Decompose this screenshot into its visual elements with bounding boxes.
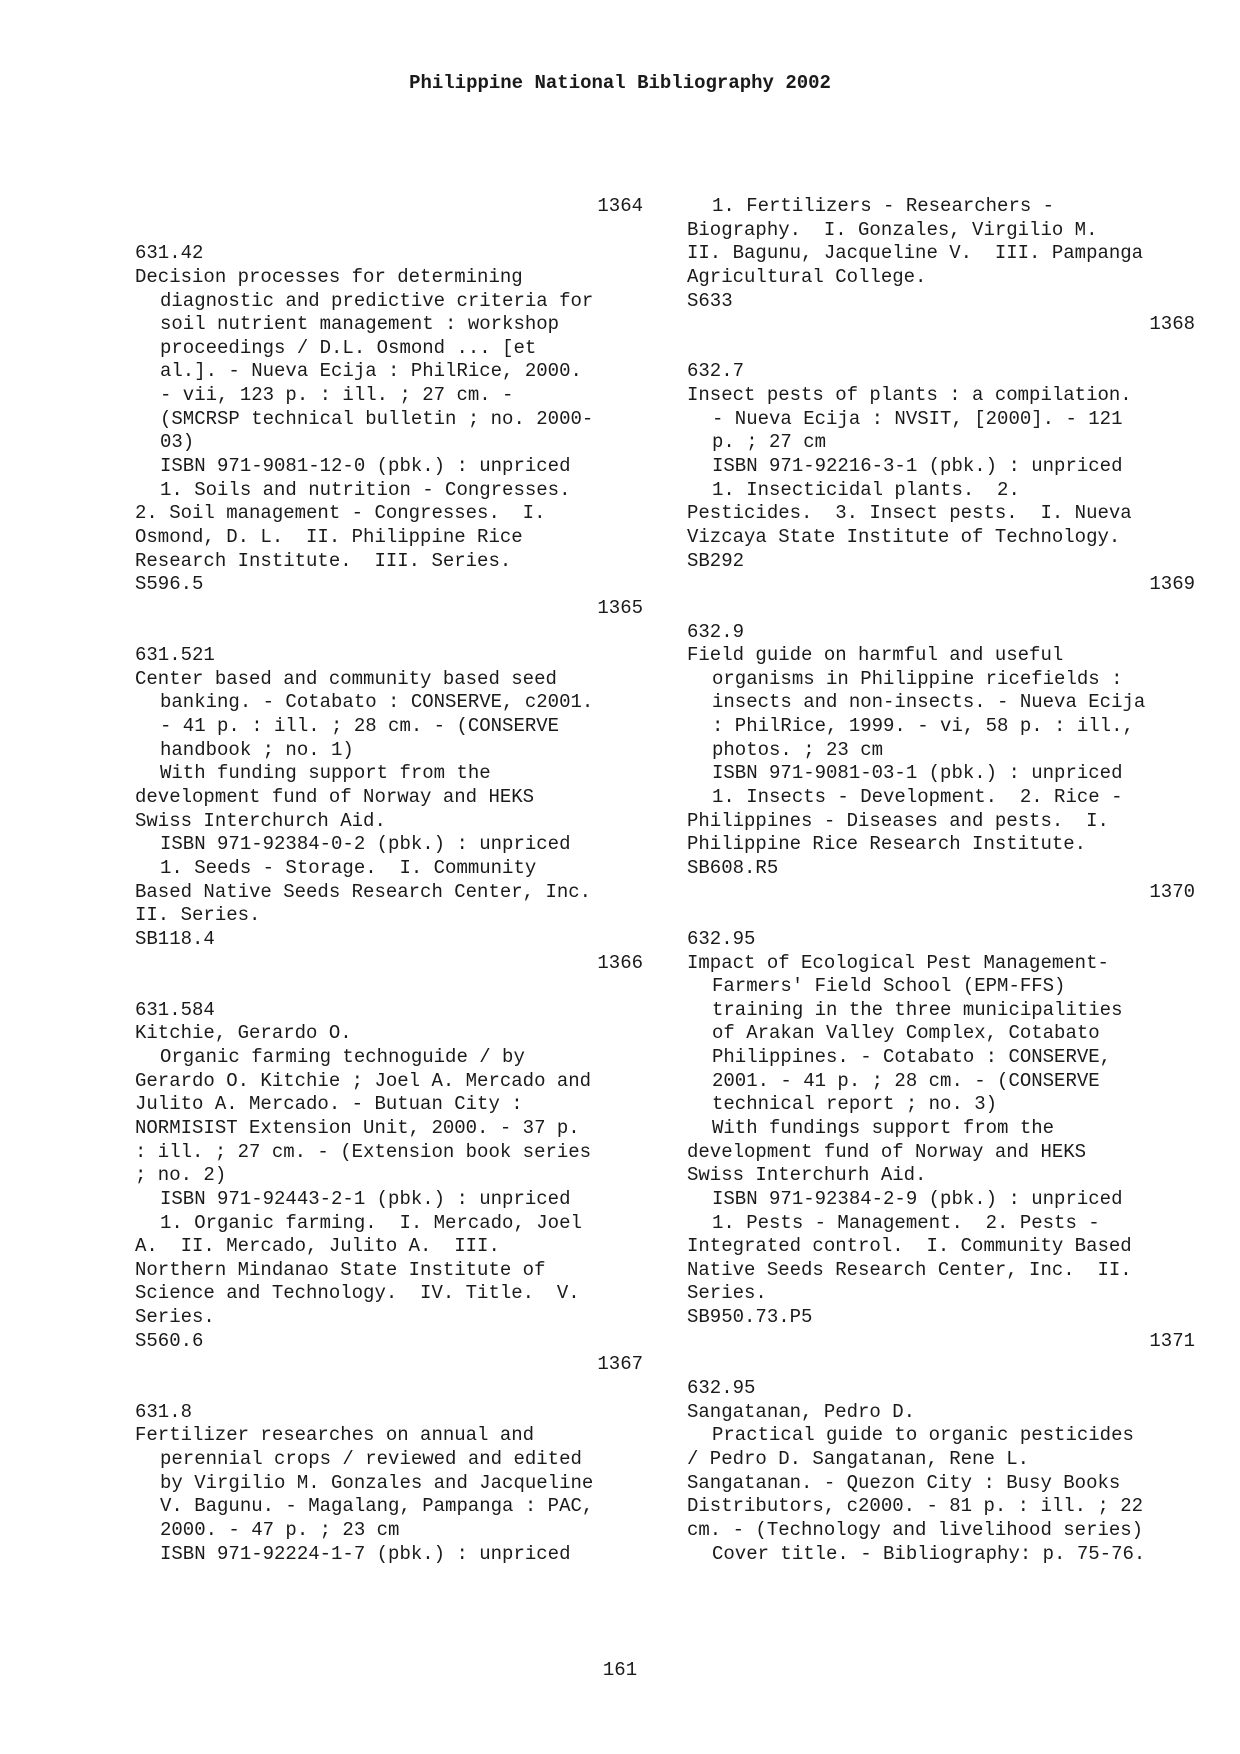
entry-text-line: : PhilRice, 1999. - vi, 58 p. : ill., (712, 715, 1134, 738)
left-column (135, 195, 643, 1566)
entry-text-line: Science and Technology. IV. Title. V. (135, 1282, 580, 1305)
entry-text-line: With funding support from the (160, 762, 491, 785)
entry-text-line: 1. Seeds - Storage. I. Community (160, 856, 537, 879)
entry-text-line: - 41 p. : ill. ; 28 cm. - (CONSERVE (160, 715, 560, 738)
entry-text-line: S596.5 (135, 573, 204, 596)
entry-text-line: : ill. ; 27 cm. - (Extension book series (135, 1140, 592, 1163)
entry-text-line: 631.584 (135, 998, 215, 1021)
entry-text-line: 631.8 (135, 1400, 193, 1423)
entry-text-line: 1. Insecticidal plants. 2. (712, 478, 1020, 501)
entry-text-line: 632.95 (687, 1377, 756, 1400)
entry-text-line: - vii, 123 p. : ill. ; 27 cm. - (160, 384, 514, 407)
entry-text-line: al.]. - Nueva Ecija : PhilRice, 2000. (160, 360, 582, 383)
blank-line (135, 621, 643, 645)
entry-text-line: Organic farming technoguide / by (160, 1046, 525, 1069)
entry-text-line: 632.95 (687, 927, 756, 950)
entry-text-line: Distributors, c2000. - 81 p. : ill. ; 22 (687, 1495, 1144, 1518)
entry-text-line: ISBN 971-9081-03-1 (pbk.) : unpriced (712, 762, 1123, 785)
entry-text-line: Northern Mindanao State Institute of (135, 1258, 546, 1281)
entry-text-line: photos. ; 23 cm (712, 738, 884, 761)
entry-text-line: ISBN 971-92384-0-2 (pbk.) : unpriced (160, 833, 571, 856)
entry-text-line: (SMCRSP technical bulletin ; no. 2000- (160, 407, 594, 430)
entry-text-line: SB118.4 (135, 927, 215, 950)
entry-text-line: Cover title. - Bibliography: p. 75-76. (712, 1542, 1146, 1565)
entry-text-line: Philippines. - Cotabato : CONSERVE, (712, 1046, 1112, 1069)
blank-line (135, 219, 643, 243)
entry-text-line: II. Series. (135, 904, 261, 927)
entry-text-line: 2. Soil management - Congresses. I. (135, 502, 546, 525)
entry-text-line: Research Institute. III. Series. (135, 549, 512, 572)
entry-text-line: Fertilizer researches on annual and (135, 1424, 535, 1447)
entry-text-line: SB950.73.P5 (687, 1306, 813, 1329)
entry-text-line: Field guide on harmful and useful (687, 644, 1064, 667)
entry-text-line: diagnostic and predictive criteria for (160, 289, 594, 312)
entry-text-line: ISBN 971-9081-12-0 (pbk.) : unpriced (160, 455, 571, 478)
entry-text-line: - Nueva Ecija : NVSIT, [2000]. - 121 (712, 407, 1123, 430)
entry-text-line: / Pedro D. Sangatanan, Rene L. (687, 1447, 1030, 1470)
entry-number: 1366 (597, 951, 643, 974)
page-header: Philippine National Bibliography 2002 (409, 72, 831, 94)
entry-text-line: ISBN 971-92224-1-7 (pbk.) : unpriced (160, 1542, 571, 1565)
blank-line (135, 975, 643, 999)
entry-text-line: 631.521 (135, 644, 215, 667)
right-column (687, 195, 1195, 1566)
entry-text-line: handbook ; no. 1) (160, 738, 354, 761)
entry-text-line: With fundings support from the (712, 1116, 1055, 1139)
entry-text-line: insects and non-insects. - Nueva Ecija (712, 691, 1146, 714)
entry-text-line: of Arakan Valley Complex, Cotabato (712, 1022, 1100, 1045)
entry-text-line: S633 (687, 289, 733, 312)
blank-line (687, 337, 1195, 361)
entry-text-line: development fund of Norway and HEKS (135, 786, 535, 809)
entry-text-line: 632.7 (687, 360, 745, 383)
entry-text-line: 631.42 (135, 242, 204, 265)
entry-text-line: Agricultural College. (687, 265, 927, 288)
entry-text-line: training in the three municipalities (712, 998, 1123, 1021)
entry-text-line: proceedings / D.L. Osmond ... [et (160, 336, 537, 359)
blank-line (687, 1353, 1195, 1377)
blank-line (687, 904, 1195, 928)
entry-text-line: Impact of Ecological Pest Management- (687, 951, 1109, 974)
entry-text-line: Sangatanan. - Quezon City : Busy Books (687, 1471, 1121, 1494)
entry-text-line: Insect pests of plants : a compilation. (687, 384, 1132, 407)
entry-text-line: S560.6 (135, 1329, 204, 1352)
entry-text-line: Integrated control. I. Community Based (687, 1235, 1132, 1258)
entry-text-line: Julito A. Mercado. - Butuan City : (135, 1093, 523, 1116)
entry-text-line: Swiss Interchurch Aid. (135, 809, 386, 832)
entry-text-line: Practical guide to organic pesticides (712, 1424, 1134, 1447)
entry-text-line: organisms in Philippine ricefields : (712, 667, 1123, 690)
entry-text-line: Kitchie, Gerardo O. (135, 1022, 352, 1045)
entry-text-line: Swiss Interchurh Aid. (687, 1164, 927, 1187)
entry-text-line: 632.9 (687, 620, 745, 643)
entry-text-line: II. Bagunu, Jacqueline V. III. Pampanga (687, 242, 1144, 265)
entry-text-line: development fund of Norway and HEKS (687, 1140, 1087, 1163)
entry-text-line: Based Native Seeds Research Center, Inc. (135, 880, 592, 903)
entry-text-line: Center based and community based seed (135, 667, 557, 690)
entry-text-line: soil nutrient management : workshop (160, 313, 560, 336)
entry-text-line: Series. (135, 1306, 215, 1329)
entry-text-line: Decision processes for determining (135, 265, 523, 288)
page-number: 161 (602, 1659, 638, 1681)
entry-text-line: technical report ; no. 3) (712, 1093, 998, 1116)
entry-text-line: banking. - Cotabato : CONSERVE, c2001. (160, 691, 594, 714)
entry-text-line: Pesticides. 3. Insect pests. I. Nueva (687, 502, 1132, 525)
entry-text-line: ISBN 971-92443-2-1 (pbk.) : unpriced (160, 1187, 571, 1210)
entry-text-line: by Virgilio M. Gonzales and Jacqueline (160, 1471, 594, 1494)
entry-text-line: NORMISIST Extension Unit, 2000. - 37 p. (135, 1116, 580, 1139)
entry-text-line: 1. Pests - Management. 2. Pests - (712, 1211, 1100, 1234)
entry-text-line: 1. Fertilizers - Researchers - (712, 195, 1055, 217)
entry-text-line: SB292 (687, 549, 745, 572)
entry-text-line: Series. (687, 1282, 767, 1305)
entry-text-line: ISBN 971-92216-3-1 (pbk.) : unpriced (712, 455, 1123, 478)
entry-text-line: Native Seeds Research Center, Inc. II. (687, 1258, 1132, 1281)
entry-text-line: p. ; 27 cm (712, 431, 827, 454)
entry-text-line: 1. Soils and nutrition - Congresses. (160, 478, 571, 501)
entry-number: 1367 (597, 1353, 643, 1376)
entry-text-line: 2000. - 47 p. ; 23 cm (160, 1518, 400, 1541)
entry-text-line: 2001. - 41 p. ; 28 cm. - (CONSERVE (712, 1069, 1100, 1092)
blank-line (687, 597, 1195, 621)
entry-text-line: Osmond, D. L. II. Philippine Rice (135, 525, 523, 548)
entry-number: 1370 (1149, 880, 1195, 903)
entry-number: 1369 (1149, 573, 1195, 596)
entry-text-line: SB608.R5 (687, 856, 779, 879)
entry-number: 1365 (597, 596, 643, 619)
entry-text-line: A. II. Mercado, Julito A. III. (135, 1235, 500, 1258)
entry-text-line: ISBN 971-92384-2-9 (pbk.) : unpriced (712, 1187, 1123, 1210)
entry-text-line: Gerardo O. Kitchie ; Joel A. Mercado and (135, 1069, 592, 1092)
entry-text-line: perennial crops / reviewed and edited (160, 1447, 582, 1470)
entry-text-line: 03) (160, 431, 195, 454)
entry-number: 1371 (1149, 1329, 1195, 1352)
entry-text-line: Sangatanan, Pedro D. (687, 1400, 916, 1423)
entry-text-line: Philippine Rice Research Institute. (687, 833, 1087, 856)
entry-text-line: Biography. I. Gonzales, Virgilio M. (687, 218, 1098, 241)
entry-number: 1364 (597, 195, 643, 217)
entry-text-line: Philippines - Diseases and pests. I. (687, 809, 1109, 832)
entry-text-line: Vizcaya State Institute of Technology. (687, 525, 1121, 548)
entry-text-line: 1. Organic farming. I. Mercado, Joel (160, 1211, 582, 1234)
entry-text-line: cm. - (Technology and livelihood series) (687, 1518, 1144, 1541)
entry-text-line: ; no. 2) (135, 1164, 227, 1187)
entry-text-line: 1. Insects - Development. 2. Rice - (712, 786, 1123, 809)
entry-number: 1368 (1149, 313, 1195, 336)
entry-text-line: Farmers' Field School (EPM-FFS) (712, 975, 1066, 998)
blank-line (135, 1377, 643, 1401)
entry-text-line: V. Bagunu. - Magalang, Pampanga : PAC, (160, 1495, 594, 1518)
